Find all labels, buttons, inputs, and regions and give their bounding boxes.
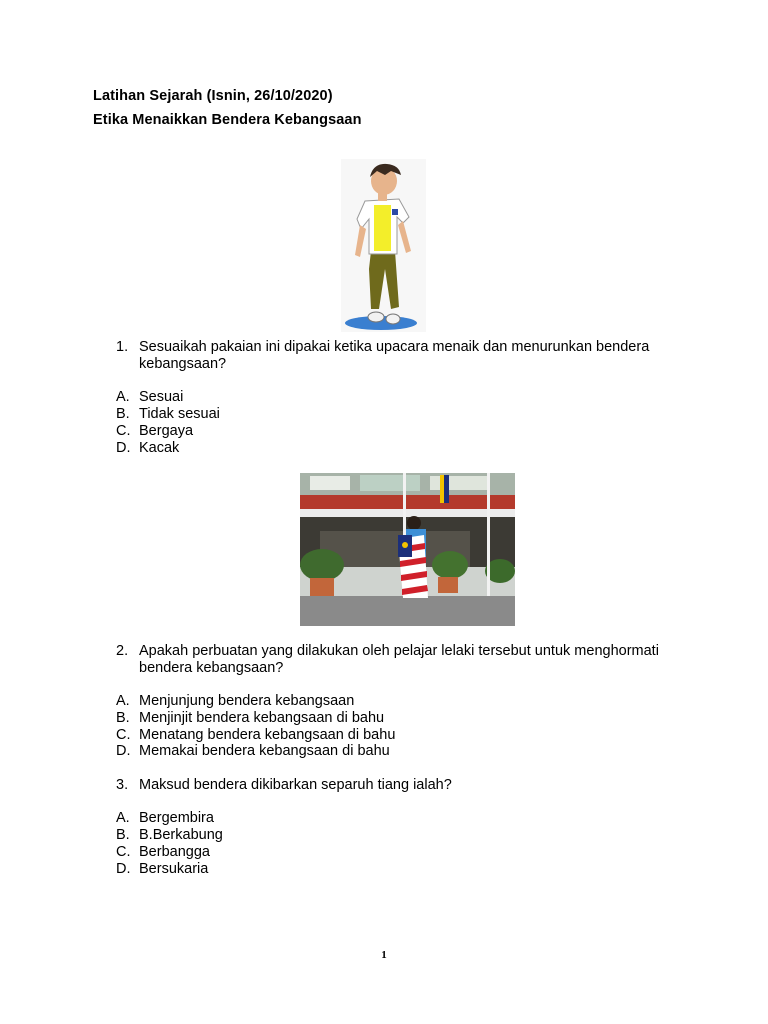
option-text: Memakai bendera kebangsaan di bahu [139, 743, 390, 759]
school-flag-photo [300, 473, 515, 626]
question-1-option-c [116, 423, 193, 440]
question-1-option-a [116, 389, 183, 406]
option-text: Menjinjit bendera kebangsaan di bahu [139, 710, 385, 726]
option-letter: D. [116, 743, 131, 759]
question-1-text: Sesuaikah pakaian ini dipakai ketika upacara menaik dan menurunkan bendera kebangsaan? [139, 339, 650, 372]
option-text: Kacak [139, 440, 180, 456]
page-number: 1 [381, 949, 387, 961]
option-letter: A. [116, 693, 130, 709]
option-letter: C. [116, 423, 131, 439]
question-2-option-b [116, 710, 384, 727]
question-2-option-d [116, 743, 390, 760]
option-letter: D. [116, 861, 131, 877]
question-3-option-b [116, 827, 223, 844]
question-3-option-a [116, 810, 214, 827]
option-letter: B. [116, 710, 130, 726]
question-3-option-c [116, 844, 210, 861]
option-text: Bergembira [139, 810, 214, 826]
option-text: Menjunjung bendera kebangsaan [139, 693, 355, 709]
document-subtitle: Etika Menaikkan Bendera Kebangsaan [93, 112, 362, 128]
question-3-number: 3. [116, 777, 129, 793]
question-2-text: Apakah perbuatan yang dilakukan oleh pelajar lelaki tersebut untuk menghormati bendera kebangsaan? [139, 643, 659, 676]
option-letter: C. [116, 727, 131, 743]
option-text: B.Berkabung [139, 827, 223, 843]
option-text: Bergaya [139, 423, 194, 439]
option-letter: A. [116, 389, 130, 405]
question-1-option-d [116, 440, 179, 457]
option-letter: C. [116, 844, 131, 860]
question-2-number: 2. [116, 643, 129, 659]
document-title: Latihan Sejarah (Isnin, 26/10/2020) [93, 88, 333, 104]
question-2-option-c [116, 727, 395, 744]
option-text: Berbangga [139, 844, 210, 860]
option-text: Bersukaria [139, 861, 209, 877]
option-text: Tidak sesuai [139, 406, 220, 422]
question-3-text: Maksud bendera dikibarkan separuh tiang ialah? [139, 777, 452, 793]
question-1-option-b [116, 406, 220, 423]
question-1-number: 1. [116, 339, 129, 355]
student-casual-illustration [341, 159, 426, 332]
option-letter: A. [116, 810, 130, 826]
option-letter: B. [116, 406, 130, 422]
option-letter: B. [116, 827, 130, 843]
question-3-option-d [116, 861, 208, 878]
question-2-option-a [116, 693, 354, 710]
option-text: Sesuai [139, 389, 184, 405]
option-letter: D. [116, 440, 131, 456]
option-text: Menatang bendera kebangsaan di bahu [139, 727, 396, 743]
